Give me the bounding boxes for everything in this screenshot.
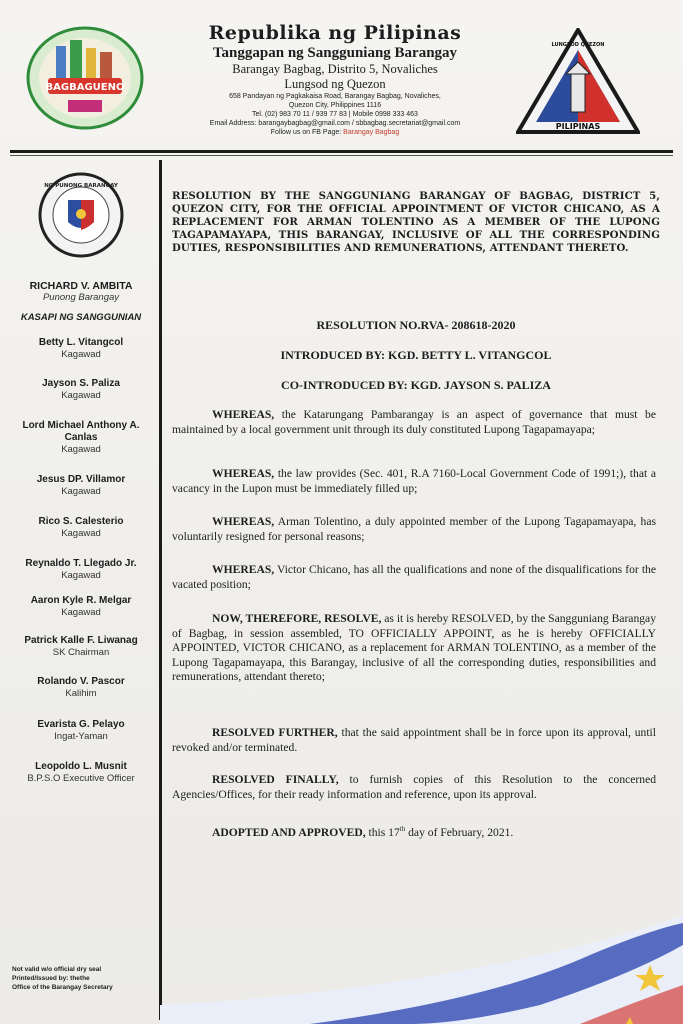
sidebar-divider (159, 160, 162, 1020)
printed-by-line: Printed/Issued by: thethe (12, 975, 90, 982)
email-line: Email Address: barangaybagbag@gmail.com / sbbagbag.secretariat@gmail.com (209, 120, 461, 127)
quezon-city-seal-icon (516, 28, 640, 134)
facebook-line (150, 128, 520, 137)
whereas-clause-2 (172, 467, 656, 496)
council-member (6, 595, 156, 618)
member-position: Kagawad (61, 486, 101, 497)
office-title: Tanggapan ng Sangguniang Barangay (212, 45, 458, 61)
clause-lead: WHEREAS, (212, 563, 275, 576)
seal-text: NG PUNONG BARANGAY (44, 183, 118, 189)
council-member (6, 676, 156, 699)
clause-lead: WHEREAS, (212, 467, 275, 480)
letterhead (0, 0, 683, 158)
council-member (6, 516, 156, 539)
member-name: Jayson S. Paliza (42, 378, 120, 389)
flag-ribbon-decoration (160, 905, 683, 1024)
resolved-further-clause (172, 726, 656, 755)
member-position: Kagawad (61, 607, 101, 618)
member-position: Kagawad (61, 349, 101, 360)
bagbag-logo-icon (26, 26, 144, 130)
member-name: Aaron Kyle R. Melgar (30, 595, 132, 606)
council-member (6, 719, 156, 742)
republic-title: Republika ng Pilipinas (208, 22, 462, 44)
address-line-1: 658 Pandayan ng Pagkakaisa Road, Barangay Bagbag, Novaliches, (229, 93, 441, 100)
clause-lead: RESOLVED FINALLY, (212, 773, 339, 786)
clause-text: as it is hereby RESOLVED, by the Sangguniang Barangay of Bagbag, in session assembled, TO OFFICIALLY APPOINT, as he is hereby OFFICIALLY APPOINTED, VICTOR CHICANO, as a replacement for ARMAN TOLENTINO, as a member of the Lupong Tagapamayapa, this Barangay, inclusive of all the corresponding duties, responsibilities and remunerations, attendant thereto; (172, 612, 656, 684)
header-text (150, 22, 520, 137)
facebook-label: Follow us on FB Page: (270, 129, 342, 136)
clause-text: Arman Tolentino, a duly appointed member of the Lupong Tagapamayapa, has voluntarily resigned for personal reasons; (172, 515, 656, 543)
clause-lead: ADOPTED AND APPROVED, (212, 825, 366, 839)
adopted-pre: this 17 (365, 825, 400, 839)
introduced-by: INTRODUCED BY: KGD. BETTY L. VITANGCOL (280, 348, 552, 362)
clause-lead: WHEREAS, (212, 408, 275, 421)
adopted-post: day of February, 2021. (405, 825, 514, 839)
member-name: Jesus DP. Villamor (36, 474, 126, 485)
barangay-line: Barangay Bagbag, Distrito 5, Novaliches (232, 62, 438, 76)
council-member (6, 761, 156, 784)
office-line: Office of the Barangay Secretary (12, 984, 113, 991)
header-divider-thin (10, 155, 673, 156)
whereas-clause-1 (172, 408, 656, 437)
member-position: Kalihim (65, 688, 97, 699)
member-position: SK Chairman (52, 647, 110, 658)
header-divider (10, 150, 673, 153)
whereas-clause-4 (172, 563, 656, 592)
member-name: Evarista G. Pelayo (37, 719, 125, 730)
adopted-approved-clause (172, 822, 656, 840)
council-section-label: KASAPI NG SANGGUNIAN (20, 312, 142, 323)
resolution-title: RESOLUTION BY THE SANGGUNIANG BARANGAY OF BAGBAG, DISTRICT 5, QUEZON CITY, FOR THE OFFICIAL APPOINTMENT OF VICTOR CHICANO, AS A REPLACEMENT FOR ARMAN TOLENTINO AS A MEMBER OF THE LUPONG TAGAPAMAYAPA, THIS BARANGAY, INCLUSIVE OF ALL THE CORRESPONDING DUTIES, RESPONSIBILITIES AND REMUNERATIONS, ATTENDANT THERETO. (172, 190, 660, 254)
council-member (6, 635, 156, 658)
validity-line: Not valid w/o official dry seal (12, 966, 102, 973)
council-member (6, 420, 156, 455)
member-name: Rico S. Calesterio (38, 516, 124, 527)
member-position: Kagawad (61, 570, 101, 581)
adopted-sup: th (399, 825, 406, 833)
clause-text: Victor Chicano, has all the qualifications and none of the disqualifications for the vacated position; (172, 563, 656, 591)
captain-name: RICHARD V. AMBITA (29, 280, 133, 292)
right-logo-text: PILIPINAS (555, 122, 601, 131)
captain-position: Punong Barangay (42, 292, 120, 303)
member-position: B.P.S.O Executive Officer (27, 773, 135, 784)
council-member (6, 378, 156, 401)
telephone-line: Tel. (02) 983 70 11 / 939 77 83 | Mobile 0998 333 463 (252, 111, 418, 118)
resolved-finally-clause (172, 773, 656, 802)
council-member (6, 474, 156, 497)
clause-text: to furnish copies of this Resolution to the concerned Agencies/Offices, for their ready information and reference, upon its approval. (172, 773, 657, 801)
clause-lead: NOW, THEREFORE, RESOLVE, (212, 612, 382, 625)
clause-text: the Katarungang Pambarangay is an aspect of governance that must be maintained by a local government unit through its duly constituted Lupong Tagapamayapa; (172, 408, 656, 436)
whereas-clause-3 (172, 515, 656, 544)
clause-lead: RESOLVED FURTHER, (212, 726, 338, 739)
right-logo-city: LUNGSOD QUEZON (551, 42, 605, 48)
left-logo-text: BAGBAGUENO (45, 82, 125, 93)
clause-text: the law provides (Sec. 401, R.A 7160-Local Government Code of 1991;), that a vacancy in the Lupon must be immediately filled up; (172, 467, 656, 495)
member-name: Reynaldo T. Llegado Jr. (25, 558, 137, 569)
member-name: Leopoldo L. Musnit (35, 761, 127, 772)
clause-text: that the said appointment shall be in force upon its approval, until revoked and/or terminated. (172, 726, 656, 754)
council-member (6, 558, 156, 581)
member-name: Rolando V. Pascor (37, 676, 125, 687)
member-position: Kagawad (61, 528, 101, 539)
member-name: Betty L. Vitangcol (38, 337, 124, 348)
council-member (6, 337, 156, 360)
punong-barangay-seal-icon (38, 172, 124, 258)
clause-lead: WHEREAS, (212, 515, 275, 528)
member-position: Kagawad (61, 444, 101, 455)
member-position: Ingat-Yaman (54, 731, 108, 742)
resolution-title-block (172, 190, 660, 255)
punong-barangay (6, 280, 156, 303)
member-position: Kagawad (61, 390, 101, 401)
address-line-2: Quezon City, Philippines 1116 (288, 102, 382, 109)
member-name: Patrick Kalle F. Liwanag (24, 635, 138, 646)
city-line: Lungsod ng Quezon (284, 77, 386, 91)
facebook-page: Barangay Bagbag (343, 129, 400, 136)
resolution-number: RESOLUTION NO.RVA- 208618-2020 (316, 318, 516, 332)
co-introduced-by: CO-INTRODUCED BY: KGD. JAYSON S. PALIZA (281, 378, 551, 392)
validity-note (12, 965, 157, 992)
now-therefore-clause (172, 612, 656, 685)
member-name: Lord Michael Anthony A. Canlas (22, 420, 140, 443)
